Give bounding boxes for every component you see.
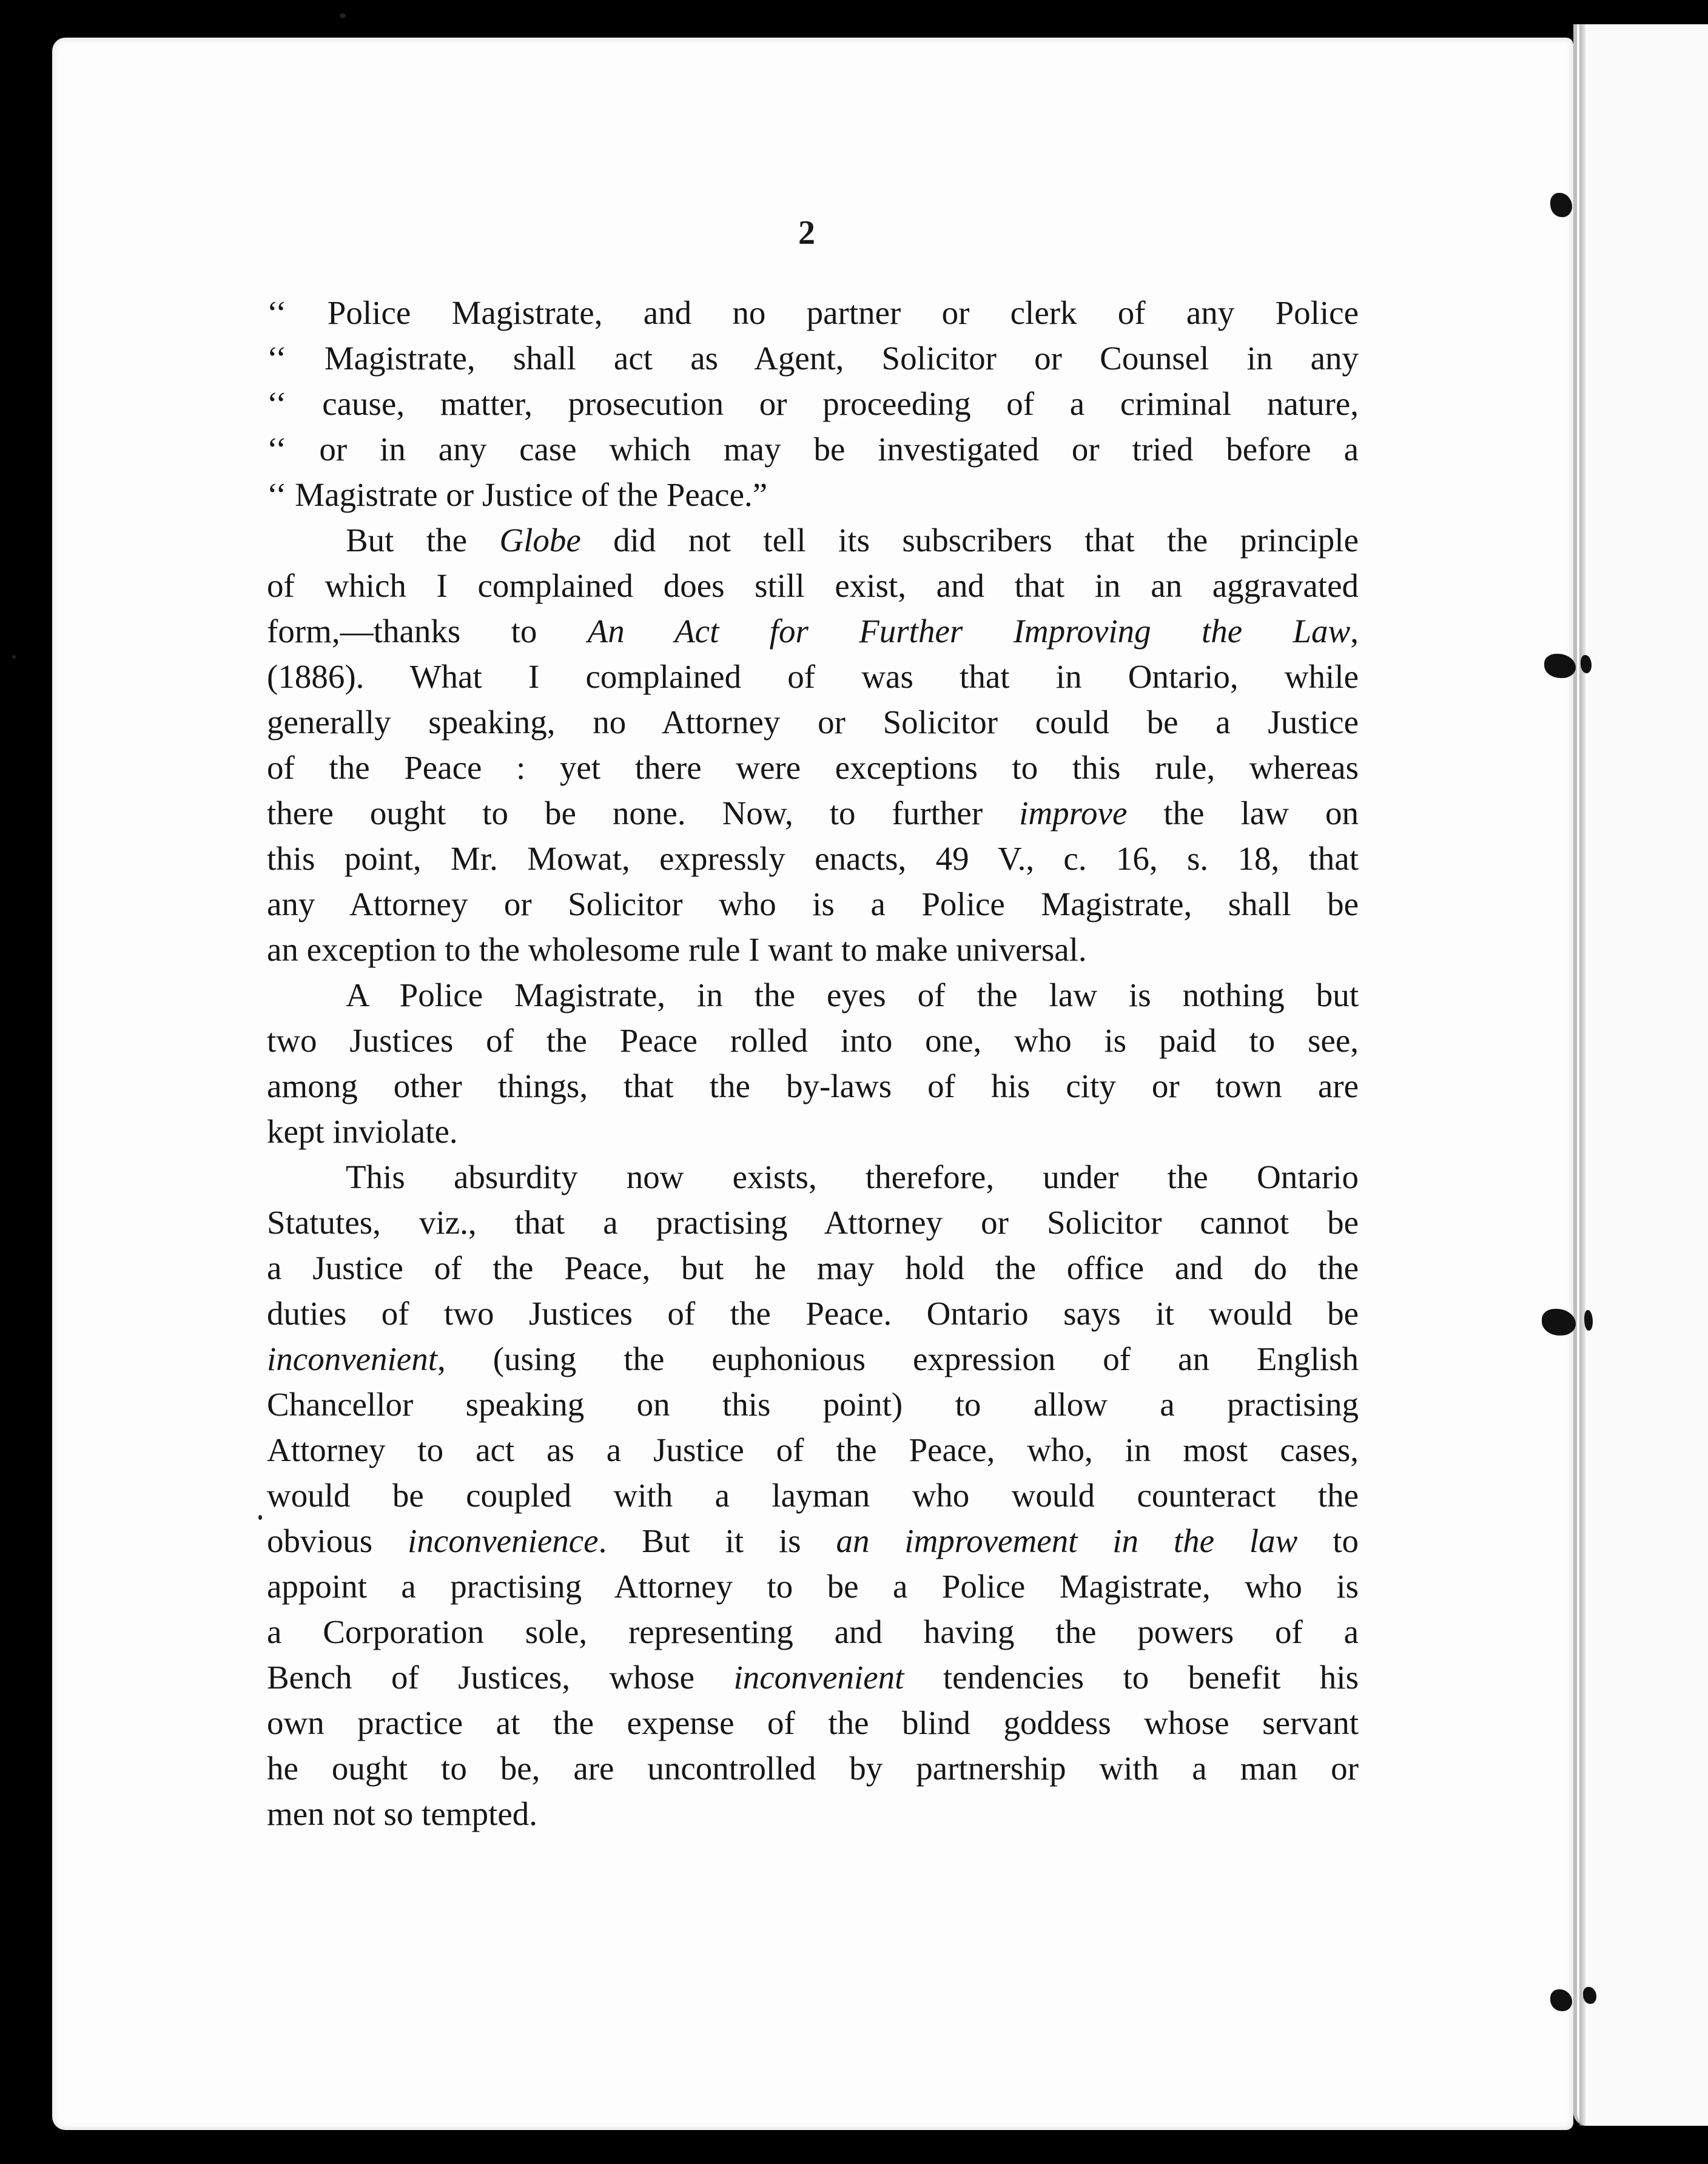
text-segment: ‘‘ cause, matter, prosecution or proceeding of a criminal nature, [267, 385, 1359, 422]
text-segment: there ought to be none. Now, to further [267, 795, 1020, 832]
text-line [267, 1200, 1359, 1245]
page-number: 2 [798, 214, 815, 252]
text-segment: generally speaking, no Attorney or Solicitor could be a Justice [267, 704, 1359, 741]
text-segment: of which I complained does still exist, and that in an aggravated [267, 567, 1359, 604]
text-segment: ‘‘ Magistrate, shall act as Agent, Solicitor or Counsel in any [267, 340, 1359, 377]
dust-speck [258, 1515, 262, 1520]
binding-mark-7 [1583, 1987, 1596, 2004]
text-line [267, 517, 1359, 563]
text-line [267, 699, 1359, 745]
text-segment: did not tell its subscribers that the principle [580, 522, 1359, 559]
text-line [267, 1791, 1359, 1836]
text-segment: of the Peace : yet there were exceptions to this rule, whereas [267, 749, 1359, 786]
text-line [267, 1336, 1359, 1382]
text-segment: an exception to the wholesome rule I want to make universal. [267, 931, 1087, 968]
text-segment: a Corporation sole, representing and having the powers of a [267, 1613, 1359, 1650]
text-segment: the law on [1127, 795, 1359, 832]
italic-phrase: An Act for Further Improving the Law [587, 613, 1351, 650]
text-line [267, 335, 1359, 381]
text-line [267, 563, 1359, 608]
text-line [267, 1018, 1359, 1063]
text-line [267, 1245, 1359, 1291]
text-line [267, 1382, 1359, 1427]
text-line [267, 1109, 1359, 1154]
text-line [267, 1564, 1359, 1609]
text-segment: Attorney to act as a Justice of the Peace, who, in most cases, [267, 1431, 1359, 1468]
text-line [267, 1609, 1359, 1655]
italic-phrase: inconvenient [267, 1340, 437, 1377]
text-segment: two Justices of the Peace rolled into one, who is paid to see, [267, 1022, 1359, 1059]
text-line [267, 972, 1359, 1018]
text-segment: Bench of Justices, whose [267, 1659, 734, 1696]
text-segment: Chancellor speaking on this point) to allow a practising [267, 1386, 1359, 1423]
text-line [267, 381, 1359, 426]
text-segment: ‘‘ Police Magistrate, and no partner or clerk of any Police [267, 294, 1359, 331]
text-segment: duties of two Justices of the Peace. Ontario says it would be [267, 1295, 1359, 1332]
text-segment: to [1297, 1522, 1359, 1559]
text-segment: he ought to be, are uncontrolled by partnership with a man or [267, 1750, 1359, 1787]
text-segment: tendencies to benefit his [904, 1659, 1359, 1696]
text-line [267, 654, 1359, 699]
text-line [267, 1473, 1359, 1518]
italic-phrase: improve [1019, 795, 1128, 832]
text-segment: , [1350, 613, 1359, 650]
text-segment: form,—thanks to [267, 613, 588, 650]
text-line [267, 1154, 1359, 1200]
text-segment: A Police Magistrate, in the eyes of the law is nothing but [346, 976, 1359, 1013]
text-line [267, 472, 1359, 517]
text-line [267, 290, 1359, 335]
text-line [267, 1427, 1359, 1473]
text-line [267, 1291, 1359, 1336]
text-segment: appoint a practising Attorney to be a Police Magistrate, who is [267, 1568, 1359, 1605]
italic-phrase: an improvement in the law [836, 1522, 1298, 1559]
italic-phrase: Globe [499, 522, 581, 559]
text-line [267, 608, 1359, 654]
text-segment: kept inviolate. [267, 1113, 458, 1150]
text-segment: ‘‘ Magistrate or Justice of the Peace.” [267, 476, 768, 513]
text-line [267, 881, 1359, 927]
text-line [267, 745, 1359, 790]
text-segment: this point, Mr. Mowat, expressly enacts, 49 V., c. 16, s. 18, that [267, 840, 1359, 877]
body-text [267, 290, 1359, 1836]
text-line [267, 1063, 1359, 1109]
text-segment: This absurdity now exists, therefore, under the Ontario [346, 1158, 1359, 1195]
text-segment: Statutes, viz., that a practising Attorney or Solicitor cannot be [267, 1204, 1359, 1241]
text-segment: ‘‘ or in any case which may be investigated or tried before a [267, 431, 1359, 468]
text-segment: a Justice of the Peace, but he may hold the office and do the [267, 1249, 1359, 1286]
text-segment: would be coupled with a layman who would counteract the [267, 1477, 1359, 1514]
text-segment: own practice at the expense of the blind goddess whose servant [267, 1704, 1359, 1741]
page-fold [1579, 24, 1585, 2126]
text-line [267, 836, 1359, 881]
text-segment: . But it is [598, 1522, 836, 1559]
text-line [267, 1518, 1359, 1564]
text-segment: (1886). What I complained of was that in Ontario, while [267, 658, 1359, 695]
text-line [267, 1655, 1359, 1700]
text-line [267, 790, 1359, 836]
facing-page-edge [1573, 24, 1708, 2126]
text-segment: men not so tempted. [267, 1795, 538, 1832]
text-line [267, 927, 1359, 972]
text-line [267, 1700, 1359, 1746]
text-line [267, 1746, 1359, 1791]
text-segment: any Attorney or Solicitor who is a Police Magistrate, shall be [267, 885, 1359, 922]
text-segment: among other things, that the by-laws of his city or town are [267, 1067, 1359, 1104]
dust-speck [340, 13, 346, 18]
text-segment: obvious [267, 1522, 408, 1559]
dust-speck [12, 655, 16, 659]
text-segment: But the [346, 522, 500, 559]
italic-phrase: inconvenient [733, 1659, 904, 1696]
text-line [267, 426, 1359, 472]
text-segment: , (using the euphonious expression of an English [437, 1340, 1359, 1377]
italic-phrase: inconvenience [408, 1522, 599, 1559]
